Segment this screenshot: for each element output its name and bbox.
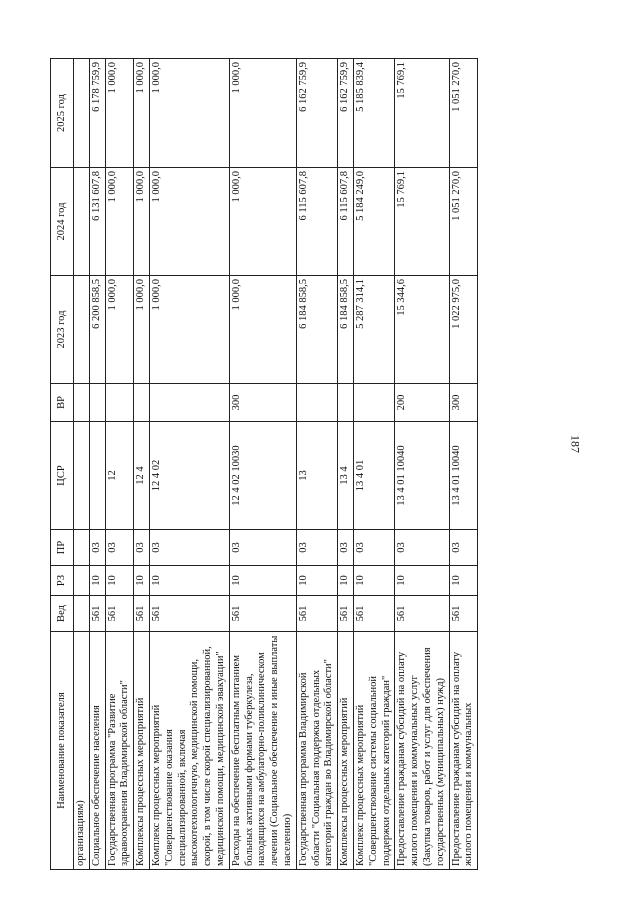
- cell-vr: [89, 384, 105, 422]
- cell-2025: 6 162 759,9: [296, 59, 337, 168]
- cell-2024: 6 115 607,8: [296, 168, 337, 276]
- cell-2023: 6 184 858,5: [338, 276, 354, 384]
- budget-table-container: [50, 59, 478, 870]
- cell-csr: 12 4 02: [149, 422, 229, 530]
- cell-vr: [134, 384, 150, 422]
- cell-rz: 10: [149, 566, 229, 596]
- cell-csr: [74, 422, 90, 530]
- col-header-2025: 2025 год: [51, 59, 74, 168]
- table-row: [74, 59, 90, 870]
- cell-2023: 1 000,0: [229, 276, 296, 384]
- cell-vr: [74, 384, 90, 422]
- table-row: [229, 59, 296, 870]
- table-row: [134, 59, 150, 870]
- col-header-rz: РЗ: [51, 566, 74, 596]
- cell-ved: [74, 596, 90, 632]
- cell-2023: 15 344,6: [395, 276, 449, 384]
- cell-ved: 561: [105, 596, 134, 632]
- cell-name: Государственная программа Владимирской области "Социальная поддержка отдельных категорий граждан во Владимирской области": [296, 632, 337, 870]
- cell-2024: 1 000,0: [229, 168, 296, 276]
- cell-ved: 561: [395, 596, 449, 632]
- cell-vr: [296, 384, 337, 422]
- cell-ved: 561: [353, 596, 394, 632]
- cell-pr: 03: [105, 530, 134, 566]
- col-header-name: Наименование показателя: [51, 632, 74, 870]
- table-row: [449, 59, 478, 870]
- table-row: [395, 59, 449, 870]
- cell-2025: 1 000,0: [229, 59, 296, 168]
- cell-2023: 1 000,0: [134, 276, 150, 384]
- cell-pr: [74, 530, 90, 566]
- cell-2023: 1 022 975,0: [449, 276, 478, 384]
- cell-csr: 13 4 01 10040: [395, 422, 449, 530]
- cell-pr: 03: [449, 530, 478, 566]
- cell-vr: [338, 384, 354, 422]
- cell-2025: 1 051 270,0: [449, 59, 478, 168]
- cell-ved: 561: [296, 596, 337, 632]
- col-header-ved: Вед: [51, 596, 74, 632]
- table-row: [89, 59, 105, 870]
- cell-name: Комплекс процессных мероприятий "Совершенствование системы социальной поддержки отдельных категорий граждан": [353, 632, 394, 870]
- cell-csr: 13 4 01: [353, 422, 394, 530]
- cell-rz: 10: [338, 566, 354, 596]
- cell-2023: [74, 276, 90, 384]
- cell-vr: 300: [449, 384, 478, 422]
- cell-csr: 13 4 01 10040: [449, 422, 478, 530]
- cell-2025: 1 000,0: [149, 59, 229, 168]
- cell-name: Расходы на обеспечение бесплатным питанием больных активными формами туберкулеза, находящихся на амбулаторно-поликлиническом лечении (Социальное обеспечение и иные выплаты населению): [229, 632, 296, 870]
- cell-pr: 03: [395, 530, 449, 566]
- cell-rz: 10: [395, 566, 449, 596]
- cell-vr: [105, 384, 134, 422]
- table-row: [296, 59, 337, 870]
- cell-2024: 1 051 270,0: [449, 168, 478, 276]
- table-row: [353, 59, 394, 870]
- cell-2024: 15 769,1: [395, 168, 449, 276]
- cell-ved: 561: [229, 596, 296, 632]
- cell-2024: 6 131 607,8: [89, 168, 105, 276]
- cell-2025: 5 185 839,4: [353, 59, 394, 168]
- budget-table: [50, 58, 478, 870]
- col-header-vr: ВР: [51, 384, 74, 422]
- cell-pr: 03: [149, 530, 229, 566]
- cell-name: организациям): [74, 632, 90, 870]
- col-header-2024: 2024 год: [51, 168, 74, 276]
- table-row: [338, 59, 354, 870]
- cell-ved: 561: [134, 596, 150, 632]
- cell-name: Комплекс процессных мероприятий "Совершенствование оказания специализированной, включая высокотехнологичную, медицинской помощи, скорой, в том числе скорой специализированной, медицинской помощи, медицинской эвакуации": [149, 632, 229, 870]
- cell-2025: 6 178 759,9: [89, 59, 105, 168]
- cell-pr: 03: [338, 530, 354, 566]
- cell-2024: 6 115 607,8: [338, 168, 354, 276]
- cell-name: Предоставление гражданам субсидий на оплату жилого помещения и коммунальных услуг (Закупка товаров, работ и услуг для обеспечения государственных (муниципальных) нужд): [395, 632, 449, 870]
- table-row: [149, 59, 229, 870]
- cell-rz: 10: [353, 566, 394, 596]
- col-header-2023: 2023 год: [51, 276, 74, 384]
- cell-pr: 03: [353, 530, 394, 566]
- cell-2025: 15 769,1: [395, 59, 449, 168]
- cell-rz: 10: [134, 566, 150, 596]
- cell-ved: 561: [449, 596, 478, 632]
- cell-vr: [149, 384, 229, 422]
- cell-2023: 1 000,0: [149, 276, 229, 384]
- cell-name: Социальное обеспечение населения: [89, 632, 105, 870]
- cell-2024: [74, 168, 90, 276]
- cell-2025: 6 162 759,9: [338, 59, 354, 168]
- cell-pr: 03: [296, 530, 337, 566]
- cell-pr: 03: [134, 530, 150, 566]
- cell-name: Комплексы процессных мероприятий: [134, 632, 150, 870]
- cell-rz: 10: [105, 566, 134, 596]
- cell-rz: 10: [89, 566, 105, 596]
- cell-csr: 13: [296, 422, 337, 530]
- cell-pr: 03: [89, 530, 105, 566]
- cell-2023: 1 000,0: [105, 276, 134, 384]
- page-number: 187: [568, 435, 583, 453]
- cell-2024: 5 184 249,0: [353, 168, 394, 276]
- cell-vr: 300: [229, 384, 296, 422]
- cell-pr: 03: [229, 530, 296, 566]
- cell-2023: 6 184 858,5: [296, 276, 337, 384]
- table-header-row: [51, 59, 74, 870]
- cell-csr: 13 4: [338, 422, 354, 530]
- col-header-pr: ПР: [51, 530, 74, 566]
- cell-rz: 10: [296, 566, 337, 596]
- table-row: [105, 59, 134, 870]
- cell-2025: 1 000,0: [105, 59, 134, 168]
- cell-2023: 5 287 314,1: [353, 276, 394, 384]
- cell-ved: 561: [149, 596, 229, 632]
- cell-name: Предоставление гражданам субсидий на оплату жилого помещения и коммунальных: [449, 632, 478, 870]
- cell-rz: 10: [449, 566, 478, 596]
- col-header-csr: ЦСР: [51, 422, 74, 530]
- cell-2025: 1 000,0: [134, 59, 150, 168]
- cell-vr: [353, 384, 394, 422]
- cell-csr: 12 4: [134, 422, 150, 530]
- cell-name: Государственная программа "Развитие здравоохранения Владимирской области": [105, 632, 134, 870]
- cell-name: Комплексы процессных мероприятий: [338, 632, 354, 870]
- cell-2024: 1 000,0: [105, 168, 134, 276]
- cell-csr: 12: [105, 422, 134, 530]
- cell-vr: 200: [395, 384, 449, 422]
- cell-csr: 12 4 02 10030: [229, 422, 296, 530]
- cell-2024: 1 000,0: [134, 168, 150, 276]
- cell-rz: 10: [229, 566, 296, 596]
- cell-csr: [89, 422, 105, 530]
- cell-2023: 6 200 858,5: [89, 276, 105, 384]
- cell-2024: 1 000,0: [149, 168, 229, 276]
- cell-ved: 561: [338, 596, 354, 632]
- cell-2025: [74, 59, 90, 168]
- cell-ved: 561: [89, 596, 105, 632]
- cell-rz: [74, 566, 90, 596]
